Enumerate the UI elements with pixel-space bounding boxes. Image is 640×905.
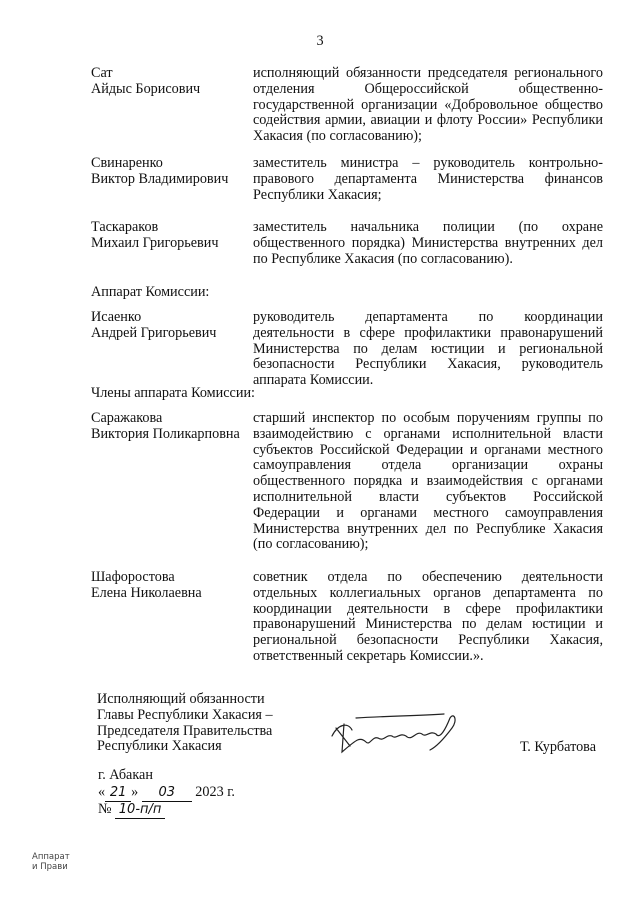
member-duty: заместитель министра – руководитель контрольно-правового департамента Министерства финансов Республики Хакасия; bbox=[253, 155, 603, 203]
member-duty: исполняющий обязанности председателя регионального отделения Общероссийской общественно-государственной организации «Добровольное общество содействия армии, авиации и флоту России» Республики Хакасия (по согласованию); bbox=[253, 65, 603, 145]
signatory-title-line: Главы Республики Хакасия – bbox=[97, 706, 273, 723]
date-day: 21 bbox=[105, 785, 131, 802]
date-close-quote: » bbox=[131, 784, 139, 800]
place-of-signing: г. Абакан bbox=[98, 767, 153, 783]
signatory-title bbox=[97, 692, 287, 755]
member-name bbox=[91, 220, 251, 252]
member-duty: заместитель начальника полиции (по охране общественного порядка) Министерства внутренних дел по Республике Хакасия (по согласованию). bbox=[253, 219, 603, 267]
member-surname: Шафоростова bbox=[91, 569, 175, 585]
member-surname: Свинаренко bbox=[91, 155, 163, 171]
number-prefix: № bbox=[98, 801, 112, 817]
member-duty: советник отдела по обеспечению деятельности отдельных коллегиальных органов департамента по координации деятельности в сфере профилактики правонарушений Министерства по делам юстиции и региональной безопасности Республики Хакасия, ответственный секретарь Комиссии.». bbox=[253, 569, 603, 664]
member-given-names: Виктория Поликарповна bbox=[91, 425, 240, 442]
member-duty: старший инспектор по особым поручениям группы по взаимодействию с органами исполнительной власти субъектов Российской Федерации и органами местного самоуправления отдела организации охраны общественного порядка и взаимодействия с органами исполнительной власти субъектов Российской Федерации и органами местного самоуправления Министерства внутренних дел по Республике Хакасия (по согласованию); bbox=[253, 410, 603, 553]
member-surname: Исаенко bbox=[91, 309, 142, 325]
member-given-names: Виктор Владимирович bbox=[91, 170, 229, 187]
member-given-names: Михаил Григорьевич bbox=[91, 234, 219, 251]
date-month: 03 bbox=[142, 785, 192, 802]
member-name bbox=[91, 570, 251, 602]
member-name bbox=[91, 156, 251, 188]
stamp-fragment bbox=[32, 852, 70, 872]
member-name bbox=[91, 66, 251, 98]
signatory-name: Т. Курбатова bbox=[520, 739, 596, 755]
signatory-title-line: Исполняющий обязанности bbox=[97, 691, 265, 707]
member-given-names: Елена Николаевна bbox=[91, 584, 202, 601]
member-given-names: Айдыс Борисович bbox=[91, 80, 201, 97]
member-given-names: Андрей Григорьевич bbox=[91, 324, 217, 341]
date-open-quote: « bbox=[98, 784, 106, 800]
stamp-line: и Прави bbox=[32, 862, 68, 872]
member-surname: Саражакова bbox=[91, 410, 163, 426]
date-year: 2023 г. bbox=[195, 784, 235, 800]
stamp-line: Аппарат bbox=[32, 852, 70, 862]
page-number: 3 bbox=[316, 33, 324, 49]
member-surname: Таскараков bbox=[91, 219, 159, 235]
signatory-title-line: Председателя Правительства bbox=[97, 722, 273, 739]
signatory-title-line: Республики Хакасия bbox=[97, 738, 222, 755]
apparatus-members-heading: Члены аппарата Комиссии: bbox=[91, 385, 255, 401]
handwritten-signature bbox=[326, 706, 466, 758]
document-number-line bbox=[98, 802, 165, 819]
date-line bbox=[98, 785, 235, 802]
member-surname: Сат bbox=[91, 65, 113, 81]
document-number: 10-п/п bbox=[115, 802, 165, 819]
member-name bbox=[91, 310, 251, 342]
member-duty: руководитель департамента по координации деятельности в сфере профилактики правонарушений Министерства по делам юстиции и региональной безопасности Республики Хакасия, руководитель аппарата Комиссии. bbox=[253, 309, 603, 389]
member-name bbox=[91, 411, 251, 443]
apparatus-heading: Аппарат Комиссии: bbox=[91, 284, 210, 300]
